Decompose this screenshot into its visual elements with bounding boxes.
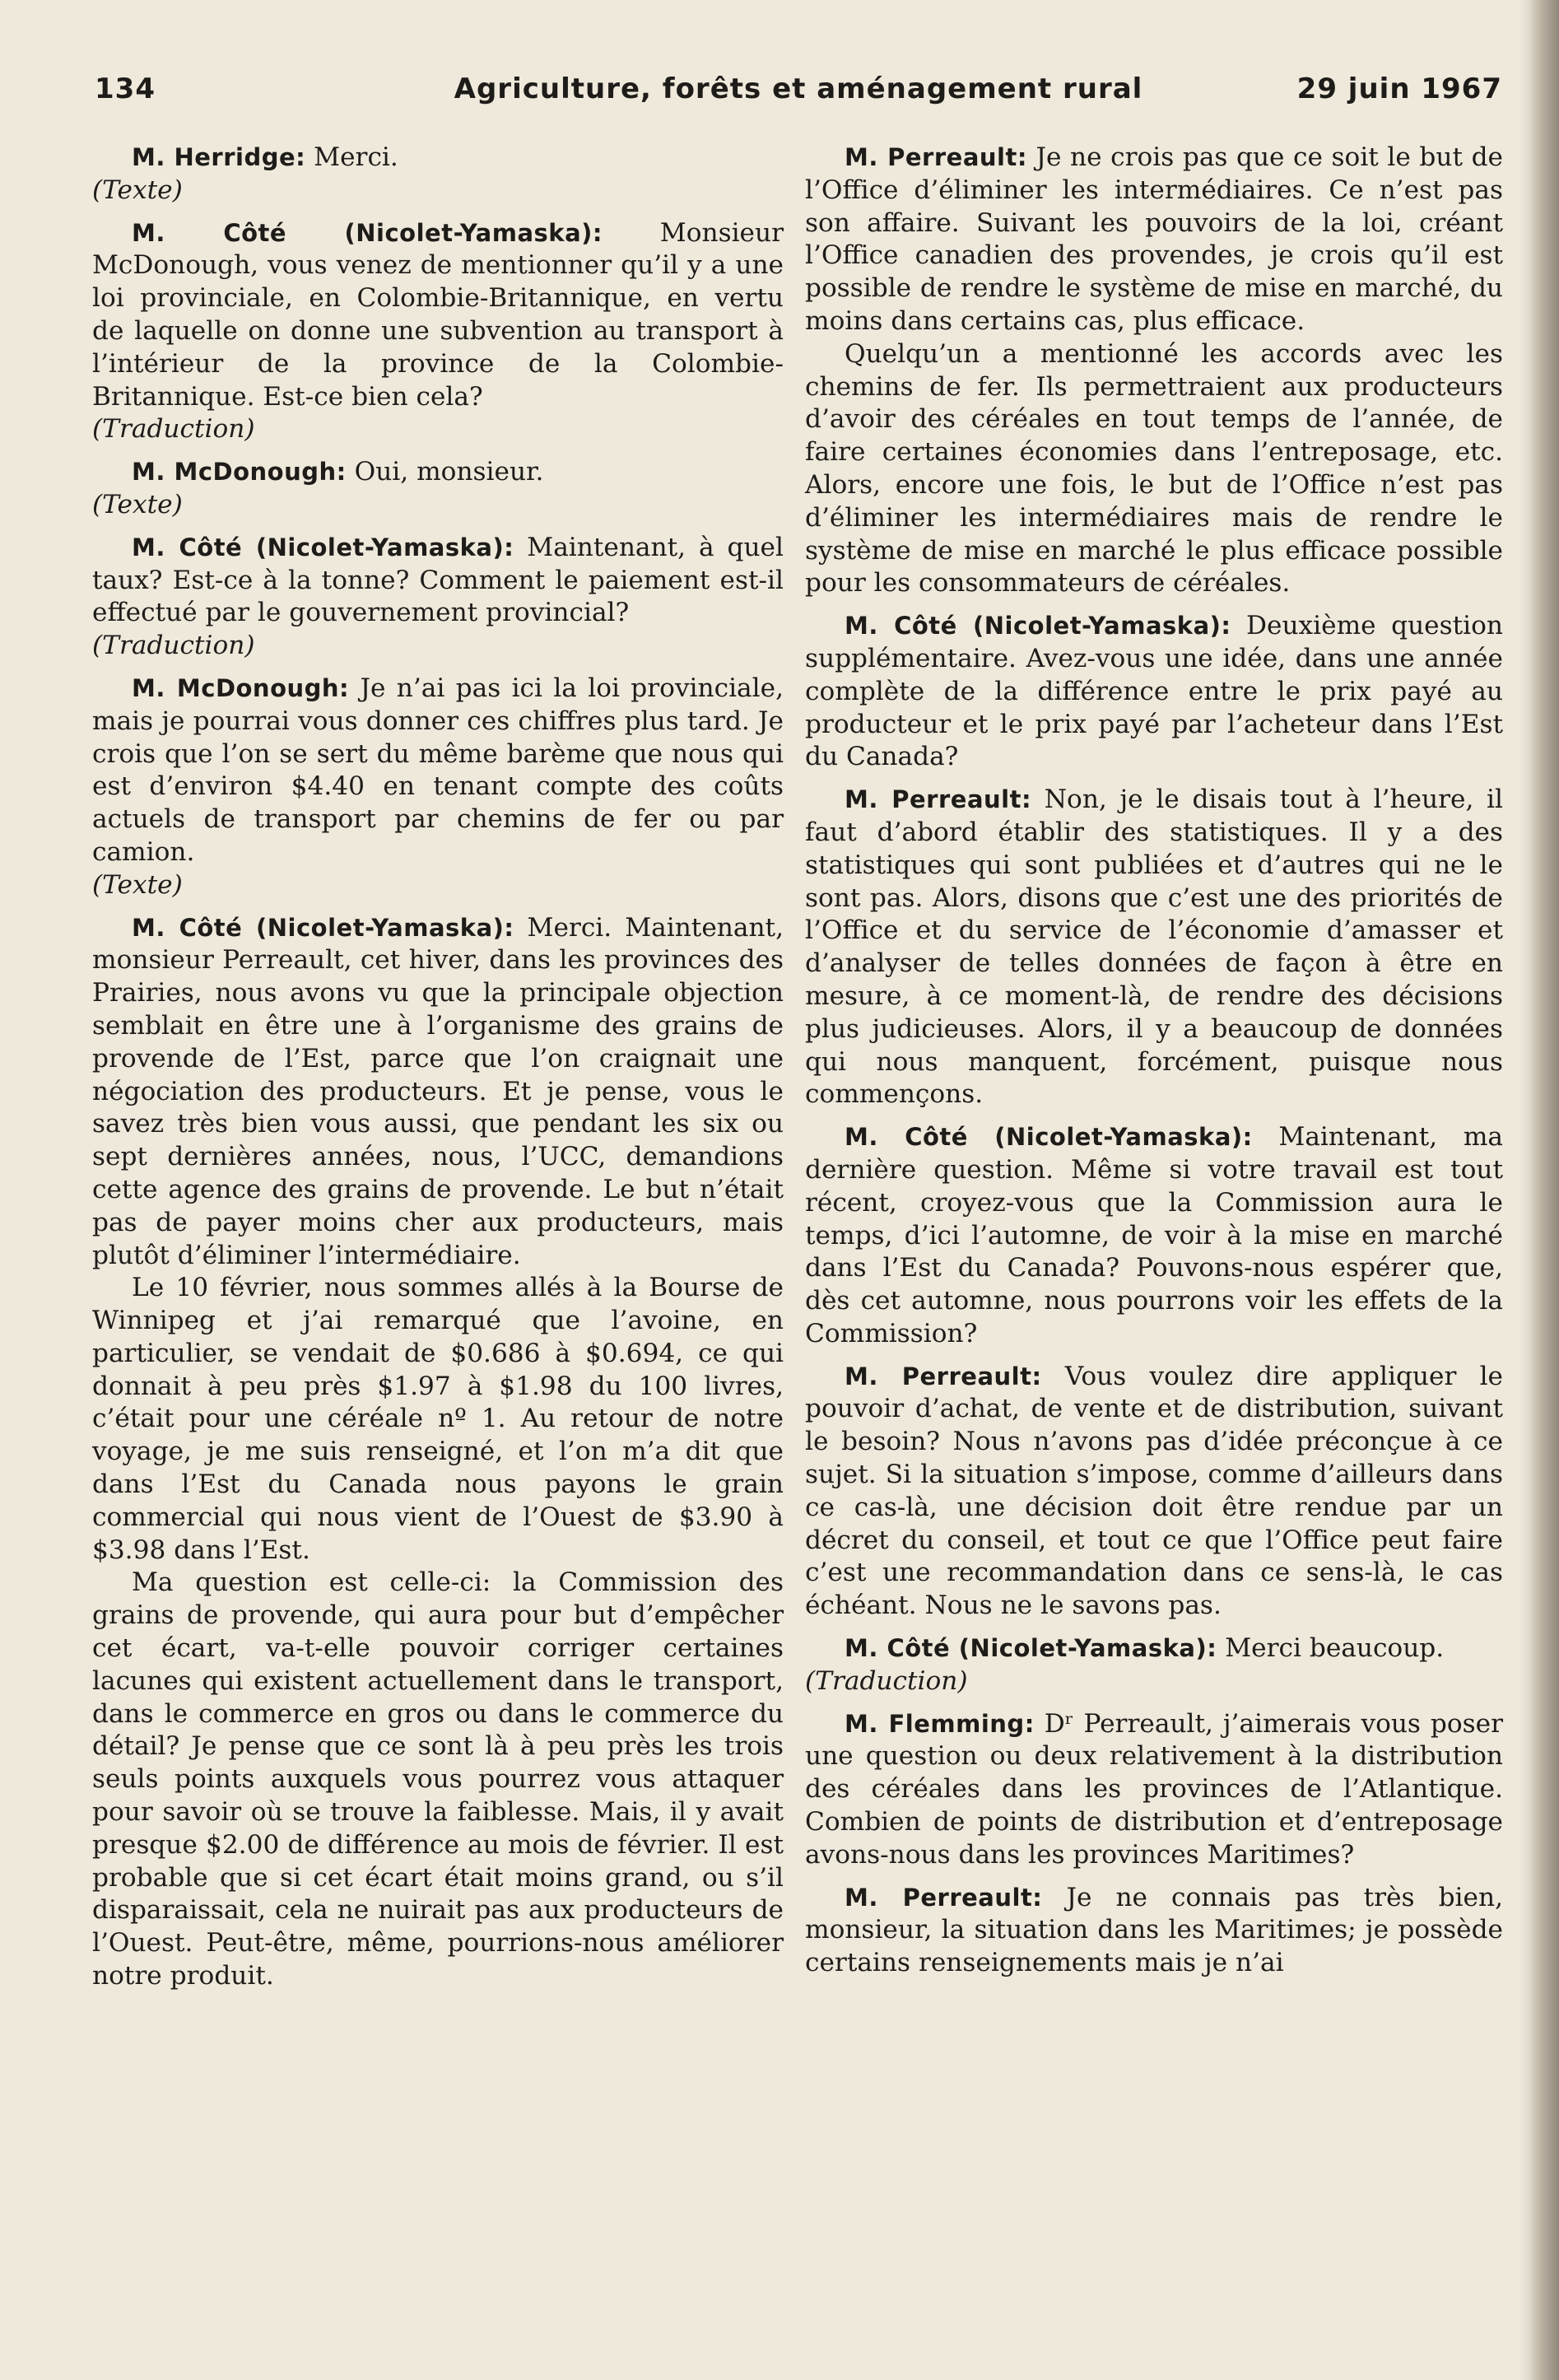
speaker-name: M. Côté (Nicolet-Yamaska): — [845, 1634, 1217, 1663]
left-column — [92, 142, 784, 1993]
paragraph-text: Je ne crois pas que ce soit le but de l’Office d’éliminer les intermédiaires. Ce n’est pas son affaire. Suivant les pouvoirs de la loi, créant l’Office canadien des provendes, je crois qu’il est possible de rendre le système de mise en marché, du moins dans certains cas, plus efficace. — [805, 142, 1503, 336]
section-label: (Traduction) — [805, 1665, 968, 1696]
paragraph-text: Dʳ Perreault, j’aimerais vous poser une question ou deux relativement à la distribution des céréales dans les provinces de l’Atlantique. Combien de points de distribution et d’entreposage avons-nous dans les provinces Maritimes? — [805, 1708, 1503, 1870]
speaker-name: M. Perreault: — [845, 143, 1027, 171]
paragraph-text: Ma question est celle-ci: la Commission des grains de provende, qui aura pour but d’empêcher cet écart, va-t-elle pouvoir corriger certaines lacunes qui existent actuellement dans le transport, dans le commerce en gros ou dans le commerce du détail? Je pense que ce sont là à peu près les trois seuls points auxquels vous pourrez vous attaquer pour savoir où se trouve la faiblesse. Mais, il y avait presque $2.00 de différence au mois de février. Il est probable que si cet écart était moins grand, ou s’il disparaissait, cela ne nuirait pas aux producteurs de l’Ouest. Peut-être, même, pourrions-nous améliorer notre produit. — [92, 1567, 784, 1991]
speech-paragraph — [805, 610, 1503, 774]
page-gutter-shadow — [1519, 0, 1531, 2380]
section-label: (Traduction) — [92, 414, 255, 445]
speech-paragraph — [92, 456, 784, 489]
section-label: (Texte) — [92, 175, 183, 205]
page-number: 134 — [95, 72, 156, 105]
paragraph-text: Le 10 février, nous sommes allés à la Bourse de Winnipeg et j’ai remarqué que l’avoine, en particulier, se vendait de $0.686 à $0.694, ce qui donnait à peu près $1.97 à $1.98 du 100 livres, c’était pour une céréale nº 1. Au retour de notre voyage, je me suis renseigné, et l’on m’a dit que dans l’Est du Canada nous payons le grain commercial qui nous vient de l’Ouest de $3.90 à $3.98 dans l’Est. — [92, 1273, 784, 1565]
paragraph-text: Oui, monsieur. — [346, 457, 544, 487]
speaker-name: M. Côté (Nicolet-Yamaska): — [845, 612, 1231, 640]
speaker-name: M. Perreault: — [845, 785, 1032, 814]
section-label: (Texte) — [92, 489, 183, 519]
speech-paragraph — [92, 532, 784, 630]
section-label: (Traduction) — [92, 631, 255, 661]
speech-paragraph — [805, 142, 1503, 338]
page-header — [95, 72, 1502, 122]
speaker-name: M. Flemming: — [845, 1709, 1035, 1738]
speech-paragraph — [805, 1708, 1503, 1872]
speech-paragraph — [805, 1121, 1503, 1351]
paragraph-text: Quelqu’un a mentionné les accords avec les chemins de fer. Ils permettraient aux producteurs d’avoir des céréales en tout temps de l’année, de faire certaines économies dans l’entreposage, etc. Alors, encore une fois, le but de l’Office n’est pas d’éliminer les intermédiaires mais de rendre le système de mise en marché le plus efficace possible pour les consommateurs de céréales. — [805, 338, 1503, 598]
speaker-name: M. McDonough: — [132, 458, 347, 487]
right-column — [805, 142, 1503, 1980]
header-date: 29 juin 1967 — [1296, 72, 1502, 105]
paragraph-text: Vous voulez dire appliquer le pouvoir d’achat, de vente et de distribution, suivant le besoin? Nous n’avons pas d’idée préconçue à ce sujet. Si la situation s’impose, comme d’ailleurs dans ce cas-là, une décision doit être rendue par un décret du conseil, et tout ce que l’Office peut faire c’est une recommandation dans ce sens-là, le cas échéant. Nous ne le savons pas. — [805, 1361, 1504, 1621]
paragraph-text: Maintenant, ma dernière question. Même si votre travail est tout récent, croyez-vous que la Commission aura le temps, d’ici l’automne, de voir à la mise en marché dans l’Est du Canada? Pouvons-nous espérer que, dès cet automne, nous pourrons voir les effets de la Commission? — [805, 1122, 1503, 1348]
speaker-name: M. McDonough: — [132, 673, 350, 702]
speech-paragraph — [92, 912, 784, 1273]
speech-paragraph — [92, 673, 784, 869]
speech-paragraph — [92, 142, 784, 175]
page-edge — [1531, 0, 1559, 2380]
paragraph — [92, 1272, 784, 1567]
paragraph-text: Merci. Maintenant, monsieur Perreault, cet hiver, dans les provinces des Prairies, nous avons vu que la principale objection semblait en être une à l’organisme des grains de provende de l’Est, parce que l’on craignait une négociation des producteurs. Et je pense, vous le savez très bien vous aussi, que pendant les six ou sept dernières années, nous, l’UCC, demandions cette agence des grains de provende. Le but n’était pas de payer moins cher aux producteurs, mais plutôt d’éliminer l’intermédiaire. — [92, 912, 784, 1270]
speech-paragraph — [805, 1632, 1503, 1665]
speech-paragraph — [805, 1361, 1503, 1623]
paragraph-text: Non, je le disais tout à l’heure, il faut d’abord établir des statistiques. Il y a des statistiques qui sont publiées et d’autres qui ne le sont pas. Alors, disons que c’est une des priorités de l’Office et du service de l’économie d’amasser et d’analyser de telles données de façon à être en mesure, à ce moment-là, de rendre des décisions plus judicieuses. Alors, il y a beaucoup de données qui nous manquent, forcément, puisque nous commençons. — [805, 785, 1504, 1110]
speech-paragraph — [805, 1882, 1503, 1980]
paragraph-text: Merci beaucoup. — [1217, 1633, 1445, 1664]
paragraph-text: Je n’ai pas ici la loi provinciale, mais je pourrai vous donner ces chiffres plus tard. Je crois que l’on se sert du même barème que nous qui est d’environ $4.40 en tenant compte des coûts actuels de transport par chemins de fer ou par camion. — [92, 673, 784, 867]
speaker-name: M. Perreault: — [845, 1883, 1043, 1912]
paragraph-text: Monsieur McDonough, vous venez de mentionner qu’il y a une loi provinciale, en Colombie-Britannique, en vertu de laquelle on donne une subvention au transport à l’intérieur de la province de la Colombie-Britannique. Est-ce bien cela? — [92, 217, 784, 412]
speech-paragraph — [92, 217, 784, 414]
running-title: Agriculture, forêts et aménagement rural — [454, 72, 1143, 105]
paragraph — [92, 1567, 784, 1992]
section-label: (Texte) — [92, 869, 183, 900]
speaker-name: M. Côté (Nicolet-Yamaska): — [132, 913, 514, 942]
paragraph — [805, 338, 1503, 600]
speaker-name: M. Côté (Nicolet-Yamaska): — [132, 533, 514, 561]
speaker-name: M. Perreault: — [845, 1362, 1042, 1390]
paragraph-text: Deuxième question supplémentaire. Avez-vous une idée, dans une année complète de la différence entre le prix payé au producteur et le prix payé par l’acheteur dans l’Est du Canada? — [805, 611, 1504, 772]
speech-paragraph — [805, 784, 1503, 1111]
speaker-name: M. Côté (Nicolet-Yamaska): — [132, 218, 603, 247]
speaker-name: M. Côté (Nicolet-Yamaska): — [845, 1123, 1253, 1152]
paragraph-text: Merci. — [305, 142, 398, 172]
paragraph-text: Je ne connais pas très bien, monsieur, la situation dans les Maritimes; je possède certains renseignements mais je n’ai — [805, 1882, 1503, 1978]
speaker-name: M. Herridge: — [132, 143, 306, 171]
paragraph-text: Maintenant, à quel taux? Est-ce à la tonne? Comment le paiement est-il effectué par le gouvernement provincial? — [92, 532, 784, 628]
